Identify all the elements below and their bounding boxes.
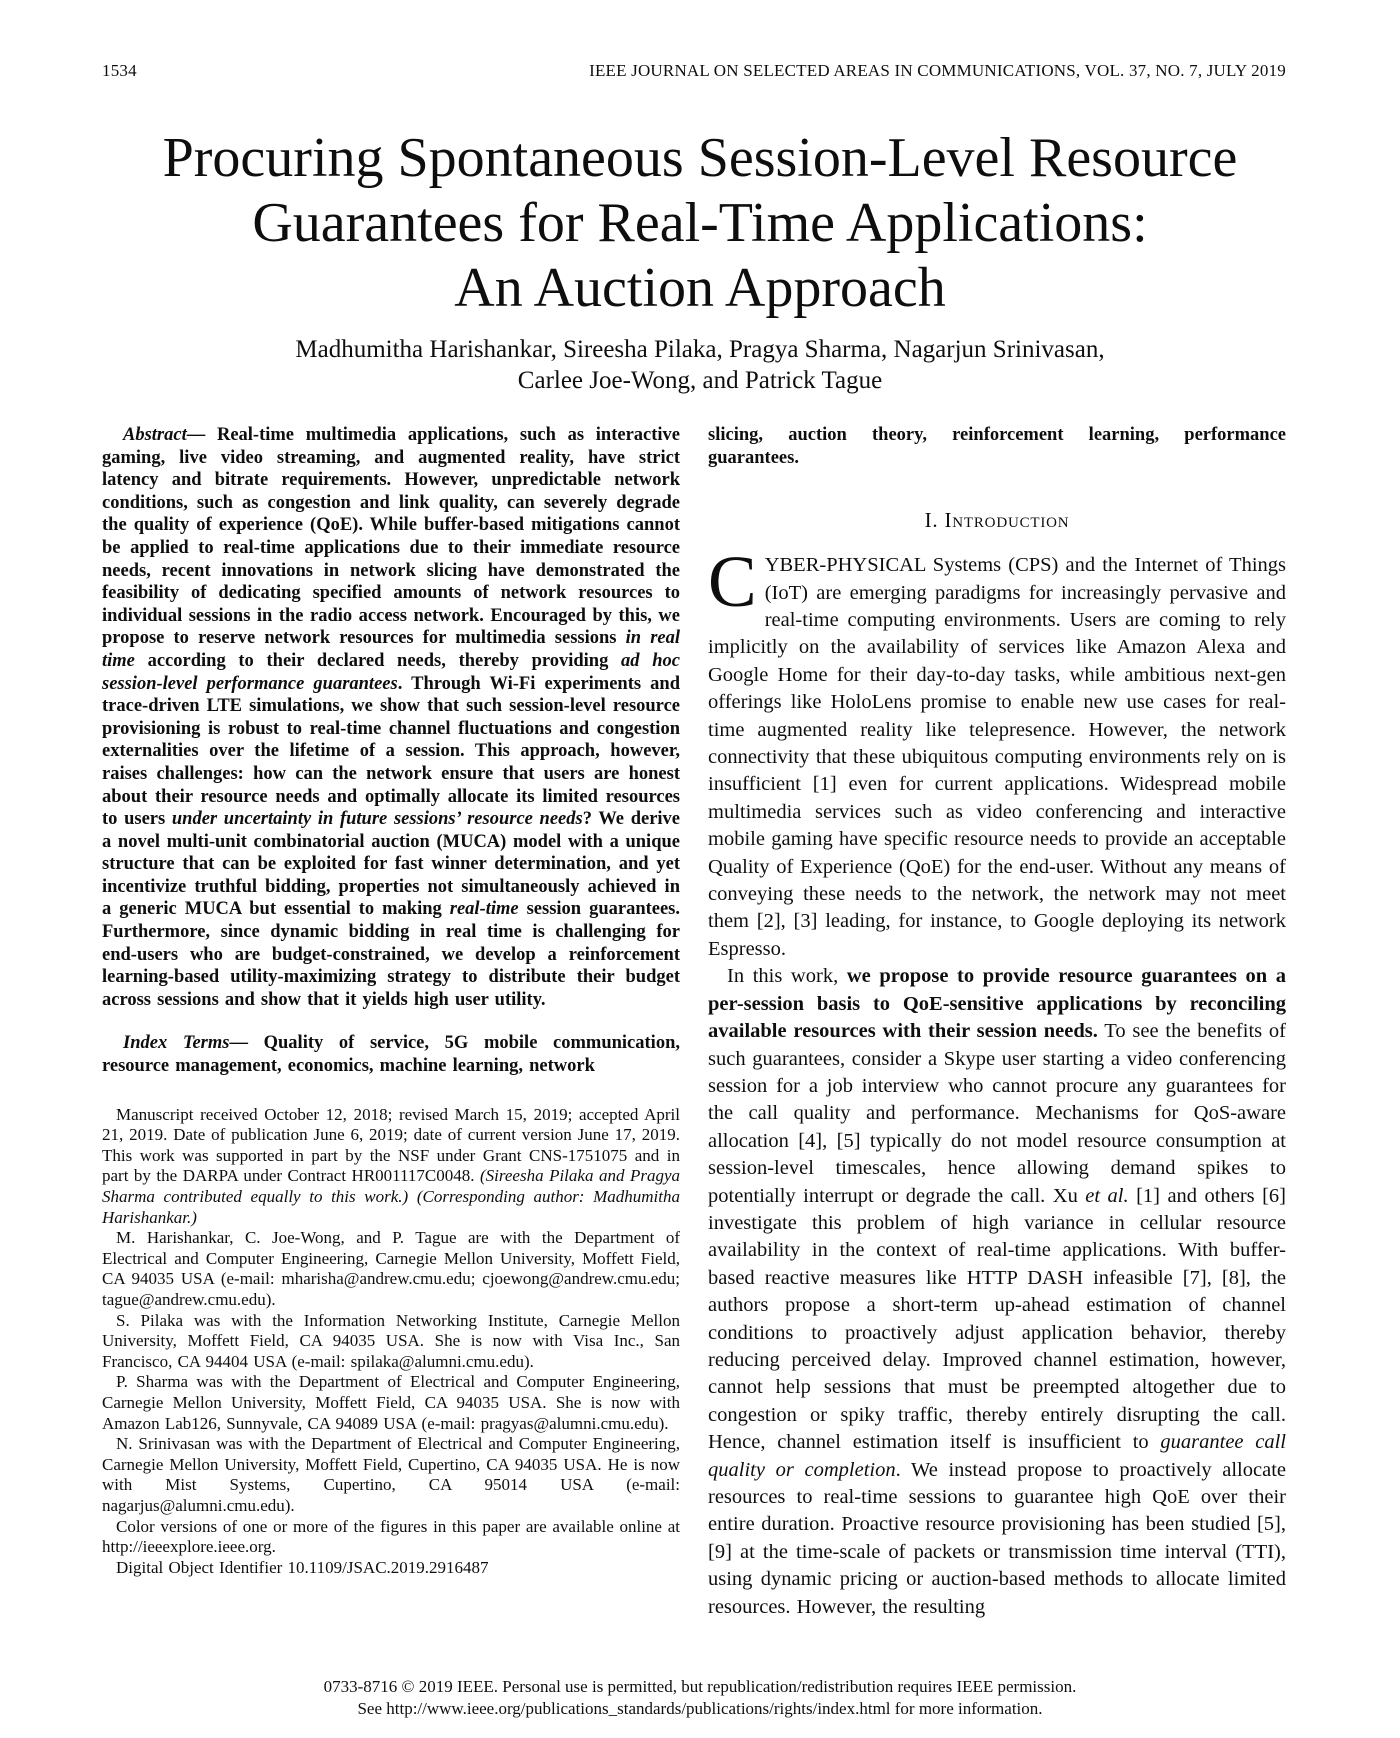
- paper-title: [0, 126, 1400, 321]
- intro-paragraph-1-text: YBER-PHYSICAL Systems (CPS) and the Internet of Things (IoT) are emerging paradigms for increasingly pervasive and real-time computing environments. Users are coming to rely implicitly on the availability of services like Amazon Alexa and Google Home for their day-to-day tasks, while ambitious next-gen offerings like HoloLens promise to enable new use cases for real-time augmented reality like telepresence. However, the network connectivity that these ubiquitous computing environments rely on is insufficient [1] even for current applications. Widespread mobile multimedia services such as video conferencing and interactive mobile gaming have specific resource needs to provide an acceptable Quality of Experience (QoE) for the end-user. Without any means of conveying these needs to the network, the network may not meet them [2], [3] leading, for instance, to Google deploying its network Espresso.: [708, 554, 1286, 960]
- footnote-paragraph: M. Harishankar, C. Joe-Wong, and P. Tague are with the Department of Electrical and Computer Engineering, Carnegie Mellon University, Moffett Field, CA 94035 USA (e-mail: mharisha@andrew.cmu.edu; cjoewong@andrew.cmu.edu; tague@andrew.cmu.edu).: [102, 1228, 680, 1309]
- footnote-doi: Digital Object Identifier 10.1109/JSAC.2019.2916487: [116, 1557, 489, 1577]
- page-footer: [0, 1676, 1400, 1720]
- title-line: An Auction Approach: [454, 257, 946, 319]
- footnote-paragraph: N. Srinivasan was with the Department of Electrical and Computer Engineering, Carnegie Mellon University, Moffett Field, Cupertino, CA 94035 USA. He is now with Mist Systems, Cupertino, CA 95014 USA (e-mail: nagarjus@alumni.cmu.edu).: [102, 1434, 680, 1515]
- abstract-paragraph: Abstract— Real-time multimedia applications, such as interactive gaming, live video streaming, and augmented reality, have strict latency and bitrate requirements. However, unpredictable network conditions, such as congestion and link quality, can severely degrade the quality of experience (QoE). While buffer-based mitigations cannot be applied to real-time applications due to their immediate resource needs, recent innovations in network slicing have demonstrated the feasibility of dedicating specified amounts of network resources to individual sessions in the radio access network. Encouraged by this, we propose to reserve network resources for multimedia sessions in real time according to their declared needs, thereby providing ad hoc session-level performance guarantees. Through Wi-Fi experiments and trace-driven LTE simulations, we show that such session-level resource provisioning is robust to real-time channel fluctuations and congestion externalities over the lifetime of a session. This approach, however, raises challenges: how can the network ensure that users are honest about their resource needs and optimally allocate its limited resources to users under uncertainty in future sessions’ resource needs? We derive a novel multi-unit combinatorial auction (MUCA) model with a unique structure that can be exploited for fast winner determination, and yet incentivize truthful bidding, properties not simultaneously achieved in a generic MUCA but essential to making real-time session guarantees. Furthermore, since dynamic bidding in real time is challenging for end-users who are budget-constrained, we develop a reinforcement learning-based utility-maximizing strategy to distribute their budget across sessions and show that it yields high user utility.: [102, 425, 681, 1010]
- footnote-paragraph: Manuscript received October 12, 2018; revised March 15, 2019; accepted April 21, 2019. Date of publication June 6, 2019; date of current version June 17, 2019. This work was supported in part by the NSF under Grant CNS-1751075 and in part by the DARPA under Contract HR001117C0048. (Sireesha Pilaka and Pragya Sharma contributed equally to this work.) (Corresponding author: Madhumitha Harishankar.): [102, 1104, 680, 1227]
- footnote-paragraph: S. Pilaka was with the Information Networking Institute, Carnegie Mellon University, Moffett Field, CA 94035 USA. She is now with Visa Inc., San Francisco, CA 94404 USA (e-mail: spilaka@alumni.cmu.edu).: [102, 1310, 680, 1371]
- running-head: [102, 61, 1286, 81]
- index-terms-continuation: slicing, auction theory, reinforcement learning, performance guarantees.: [708, 425, 1286, 468]
- intro-paragraph-1: [708, 541, 1286, 963]
- index-terms-paragraph: Index Terms— Quality of service, 5G mobile communication, resource management, economics, machine learning, network: [102, 1033, 680, 1077]
- page-number: 1534: [102, 61, 137, 80]
- journal-header: IEEE JOURNAL ON SELECTED AREAS IN COMMUNICATIONS, VOL. 37, NO. 7, JULY 2019: [589, 61, 1286, 80]
- footnote-paragraph: P. Sharma was with the Department of Electrical and Computer Engineering, Carnegie Mellon University, Moffett Field, CA 94035 USA. She is now with Amazon Lab126, Sunnyvale, CA 94089 USA (e-mail: pragyas@alumni.cmu.edu).: [102, 1372, 680, 1433]
- footer-url-line: See http://www.ieee.org/publications_standards/publications/rights/index.html for more information.: [357, 1699, 1043, 1718]
- authors: [0, 334, 1400, 396]
- title-line: Guarantees for Real-Time Applications:: [252, 192, 1148, 254]
- first-page-footnotes: [102, 1105, 680, 1579]
- left-column: [102, 424, 680, 1621]
- title-line: Procuring Spontaneous Session-Level Resource: [162, 127, 1238, 189]
- footnote-paragraph: Color versions of one or more of the figures in this paper are available online at http://ieeexplore.ieee.org.: [102, 1516, 680, 1557]
- footer-copyright: 0733-8716 © 2019 IEEE. Personal use is permitted, but republication/redistribution requires IEEE permission.: [323, 1677, 1077, 1696]
- section-heading-introduction: I. Introduction: [924, 508, 1070, 533]
- two-column-body: [102, 424, 1286, 1621]
- author-line: Madhumitha Harishankar, Sireesha Pilaka, Pragya Sharma, Nagarjun Srinivasan,: [295, 336, 1105, 363]
- drop-cap: C: [708, 541, 757, 623]
- right-column: [708, 424, 1286, 1621]
- intro-paragraph-2: In this work, we propose to provide resource guarantees on a per-session basis to QoE-sensitive applications by reconciling available resources with their session needs. To see the benefits of such guarantees, consider a Skype user starting a video conferencing session for a job interview who cannot procure any guarantees for the call quality and performance. Mechanisms for QoS-aware allocation [4], [5] typically do not model resource consumption at session-level timescales, hence allowing demand spikes to potentially interrupt or degrade the call. Xu et al. [1] and others [6] investigate this problem of high variance in cellular resource availability in the context of real-time applications. With buffer-based reactive measures like HTTP DASH infeasible [7], [8], the authors propose a short-term up-ahead estimation of channel conditions to proactively adjust application behavior, thereby reducing perceived delay. Improved channel estimation, however, cannot help sessions that must be preempted altogether due to congestion or spiky traffic, thereby entirely disrupting the call. Hence, channel estimation itself is insufficient to guarantee call quality or completion. We instead propose to proactively allocate resources to real-time sessions to guarantee high QoE over their entire duration. Proactive resource provisioning has been studied [5], [9] at the time-scale of packets or transmission time interval (TTI), using dynamic pricing or auction-based methods to allocate limited resources. However, the resulting: [708, 965, 1286, 1618]
- author-line: Carlee Joe-Wong, and Patrick Tague: [517, 367, 883, 394]
